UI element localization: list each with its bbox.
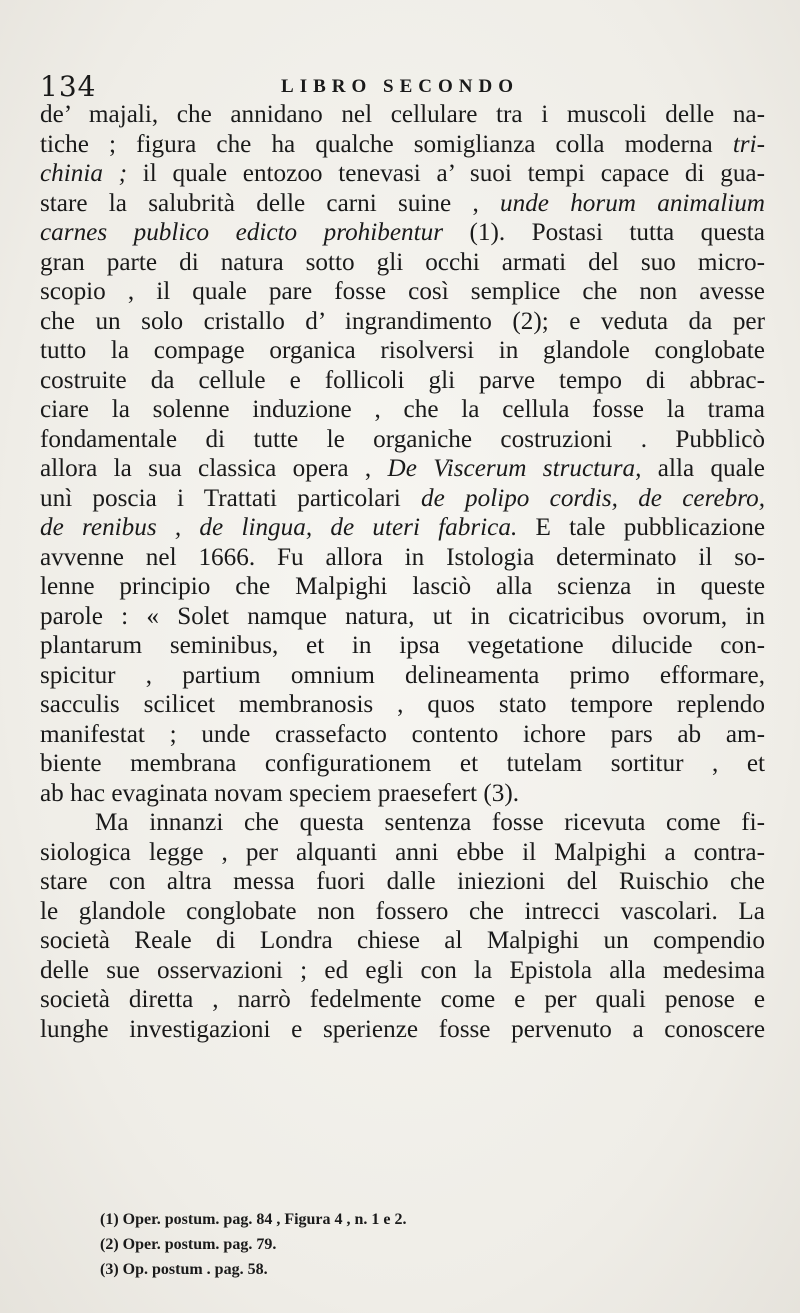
text-line — [40, 808, 765, 838]
text-span: (1). Postasi tutta questa — [443, 219, 765, 246]
text-line — [40, 749, 765, 779]
text-line — [40, 100, 765, 130]
footnote: (2) Oper. postum. pag. 79. — [100, 1236, 277, 1253]
italic-span: tri- — [732, 130, 765, 158]
body-text — [40, 100, 765, 1044]
text-span: biente membrana configurationem et tutelam sortitur , et — [40, 750, 765, 777]
italic-span: carnes publico edicto prohibentur — [40, 219, 444, 246]
italic-span: chinia ; — [40, 160, 128, 187]
text-line — [40, 218, 765, 248]
text-span: lunghe investigazioni e sperienze fosse pervenuto a conoscere — [40, 1015, 765, 1043]
footnote: (1) Oper. postum. pag. 84 , Figura 4 , n. 1 e 2. — [100, 1211, 407, 1228]
text-line — [40, 336, 765, 366]
text-span: tiche ; figura che ha qualche somiglianza colla moderna — [40, 130, 733, 158]
text-span: che un solo cristallo d’ ingrandimento (2); e veduta da per — [40, 307, 765, 335]
page-number: 134 — [40, 70, 97, 103]
text-span: gran parte di natura sotto gli occhi armati del suo micro- — [40, 248, 765, 276]
text-line — [40, 867, 765, 897]
text-span: scopio , il quale pare fosse così semplice che non avesse — [40, 278, 765, 305]
text-line — [40, 838, 765, 868]
text-span: sacculis scilicet membranosis , quos stato tempore replendo — [40, 691, 765, 718]
text-span: alla quale — [641, 455, 765, 482]
text-line — [40, 513, 765, 543]
text-line — [40, 484, 765, 514]
footnote: (3) Op. postum . pag. 58. — [100, 1261, 268, 1278]
text-line — [40, 159, 765, 189]
text-line — [40, 248, 765, 278]
text-line — [40, 454, 765, 484]
text-span: parole : « Solet namque natura, ut in cicatricibus ovorum, in — [40, 602, 765, 630]
text-span: costruite da cellule e follicoli gli parve tempo di abbrac- — [40, 366, 765, 394]
text-span: tutto la compage organica risolversi in glandole conglobate — [40, 337, 765, 364]
text-line — [40, 631, 765, 661]
text-span: ab hac evaginata novam speciem praesefert (3). — [40, 779, 520, 807]
text-span: unì poscia i Trattati particolari — [40, 484, 422, 512]
text-line — [40, 602, 765, 632]
text-span: fondamentale di tutte le organiche costruzioni . Pubblicò — [40, 425, 765, 453]
text-span: ciare la solenne induzione , che la cellula fosse la trama — [40, 396, 765, 423]
text-line — [40, 543, 765, 573]
text-line — [40, 395, 765, 425]
text-line — [40, 425, 765, 455]
text-line — [40, 130, 765, 160]
running-head: LIBRO SECONDO — [281, 76, 519, 97]
text-span: E tale pubblicazione — [517, 514, 765, 541]
text-line — [40, 985, 765, 1015]
text-span: plantarum seminibus, et in ipsa vegetatione dilucide con- — [40, 632, 765, 659]
italic-span: De Viscerum structura, — [387, 455, 642, 482]
text-line — [40, 956, 765, 986]
text-line — [40, 661, 765, 691]
text-line — [40, 897, 765, 927]
footnotes — [100, 1207, 600, 1282]
text-span: il quale entozoo tenevasi a’ suoi tempi capace di gua- — [127, 160, 765, 187]
text-line — [40, 779, 765, 809]
text-span: lenne principio che Malpighi lasciò alla scienza in queste — [40, 573, 765, 600]
italic-span: unde horum animalium — [500, 189, 765, 217]
text-span: de’ majali, che annidano nel cellulare tra i muscoli delle na- — [40, 101, 765, 128]
text-span: Ma innanzi che questa sentenza fosse ricevuta come fi- — [95, 809, 765, 836]
text-span: spicitur , partium omnium delineamenta primo efformare, — [40, 661, 765, 689]
text-line — [40, 189, 765, 219]
text-line — [40, 572, 765, 602]
text-span: società diretta , narrò fedelmente come e per quali penose e — [40, 986, 765, 1013]
text-span: le glandole conglobate non fossero che intrecci vascolari. La — [40, 897, 765, 925]
text-line — [40, 277, 765, 307]
text-span: stare la salubrità delle carni suine , — [40, 189, 500, 217]
text-line — [40, 926, 765, 956]
text-line — [40, 1015, 765, 1045]
text-span: stare con altra messa fuori dalle iniezioni del Ruischio che — [40, 868, 765, 895]
text-span: società Reale di Londra chiese al Malpighi un compendio — [40, 927, 765, 954]
text-span: avvenne nel 1666. Fu allora in Istologia determinato il so- — [40, 543, 765, 571]
italic-span: de polipo cordis, de cerebro, — [421, 484, 765, 512]
text-span: manifestat ; unde crassefacto contento ichore pars ab am- — [40, 720, 765, 748]
text-span: allora la sua classica opera , — [40, 455, 388, 482]
text-line — [40, 307, 765, 337]
text-line — [40, 366, 765, 396]
text-span: delle sue osservazioni ; ed egli con la Epistola alla medesima — [40, 956, 765, 984]
text-line — [40, 720, 765, 750]
text-line — [40, 690, 765, 720]
italic-span: de renibus , de lingua, de uteri fabrica. — [40, 514, 518, 541]
text-span: siologica legge , per alquanti anni ebbe il Malpighi a contra- — [40, 838, 765, 866]
